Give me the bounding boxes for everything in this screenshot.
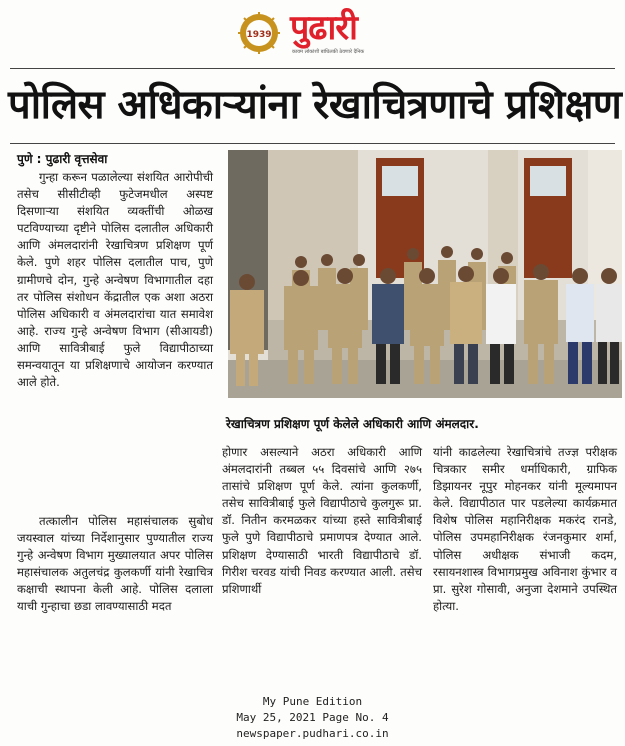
article-column-2 bbox=[222, 444, 422, 598]
paragraph-1: गुन्हा करून पळालेल्या संशयित आरोपीची तसेच सीसीटीव्ही फुटेजमधील अस्पष्ट दिसणाऱ्या संशयित व्यक्तींची ओळख पटविण्याच्या दृष्टीने पोलिस दलातील अधिकारी आणि अंमलदारांनी रेखाचित्रण प्रशिक्षण पूर्ण केले. पुणे शहर पोलिस दलातील पाच, पुणे ग्रामीणचे दोन, गुन्हे अन्वेषण विभागातील दहा तर पोलिस संशोधन केंद्रातील एक अशा अठरा पोलिस अधिकारी व अंमलदारांचा यात समावेश आहे. राज्य गुन्हे अन्वेषण विभाग (सीआयडी) आणि सावित्रीबाई फुले विद्यापीठाच्या समन्वयातून या प्रशिक्षणाचे आयोजन करण्यात आले होते. bbox=[17, 170, 213, 390]
edition-name: My Pune Edition bbox=[262, 695, 363, 708]
article-headline: पोलिस अधिकाऱ्यांना रेखाचित्रणाचे प्रशिक्षण bbox=[8, 82, 622, 128]
headline-rule bbox=[10, 143, 615, 144]
edition-date-page: May 25, 2021 Page No. 4 bbox=[236, 711, 389, 724]
top-rule bbox=[10, 68, 615, 69]
brand-tagline: कायम लोकांशी बांधिलकी ठेवणारे दैनिक bbox=[292, 49, 365, 55]
paragraph-3: होणार असल्याने अठरा अधिकारी आणि अंमलदारांनी तब्बल ५५ दिवसांचे आणि २७५ तासांचे प्रशिक्षण पूर्ण केले. त्यांना कुलकर्णी, तसेच सावित्रीबाई फुले विद्यापीठाचे कुलगुरू प्रा. डॉ. नितीन करमळकर यांच्या हस्ते सावित्रीबाई फुले पुणे विद्यापीठाचे प्रमाणपत्र देण्यात आले. प्रशिक्षण देण्यासाठी भारती विद्यापीठाचे डॉ. गिरीश चरवड यांची निवड करण्यात आली. तसेच प्रशिणार्थी bbox=[222, 445, 422, 596]
article-column-1-top bbox=[17, 169, 213, 391]
brand-block bbox=[290, 8, 402, 58]
article-byline: पुणे : पुढारी वृत्तसेवा bbox=[17, 152, 108, 166]
masthead bbox=[0, 0, 625, 62]
photo-caption: रेखाचित्रण प्रशिक्षण पूर्ण केलेले अधिकारी आणि अंमलदार. bbox=[226, 417, 479, 431]
paragraph-2: तत्कालीन पोलिस महासंचालक सुबोध जयस्वाल यांच्या निर्देशानुसार पुण्यातील राज्य गुन्हे अन्वेषण विभाग मुख्यालयात अपर पोलिस महासंचालक अतुलचंद्र कुलकर्णी यांनी रेखाचित्र कक्षाची स्थापना केली आहे. पोलिस दलाला याची गुन्हाचा छडा लावण्यासाठी मदत bbox=[17, 514, 213, 614]
brand-logo: पुढारी bbox=[290, 8, 357, 48]
edition-footer bbox=[0, 694, 625, 742]
article-column-1-bottom bbox=[17, 513, 213, 616]
group-photo-illustration bbox=[228, 150, 622, 398]
seal-logo-icon bbox=[238, 12, 280, 54]
edition-website[interactable]: newspaper.pudhari.co.in bbox=[236, 727, 389, 740]
seal-text: 1939 bbox=[246, 30, 272, 40]
paragraph-4: यांनी काढलेल्या रेखाचित्रांचे तज्ज्ञ परीक्षक चित्रकार समीर धर्माधिकारी, ग्राफिक डिझायनर नूपुर मोहनकर यांनी मूल्यमापन केले. विद्यापीठात पार पडलेल्या कार्यक्रमात विशेष पोलिस महानिरीक्षक मकरंद रानडे, पोलिस उपमहानिरीक्षक रंजनकुमार शर्मा, पोलिस अधीक्षक संभाजी कदम, रसायनशास्त्र विभागप्रमुख अविनाश कुंभार व प्रा. सुरेश गोसावी, अनुजा देशमाने उपस्थित होत्या. bbox=[433, 445, 617, 613]
group-photo bbox=[228, 150, 622, 398]
article-column-3 bbox=[433, 444, 617, 615]
